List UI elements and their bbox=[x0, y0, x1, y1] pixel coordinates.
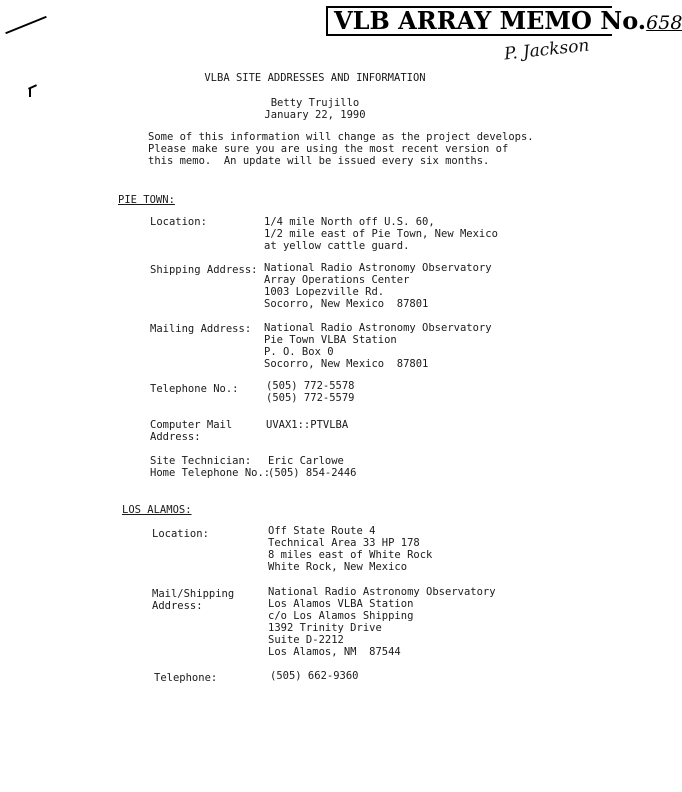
field-label: Site Technician: bbox=[150, 455, 252, 467]
field-value: (505) 662-9360 bbox=[270, 670, 359, 682]
field-label: Computer Mail bbox=[150, 419, 233, 431]
field-label: Home Telephone No.: bbox=[150, 467, 271, 479]
field-value: Los Alamos, NM 87544 bbox=[268, 646, 401, 658]
intro-line: Some of this information will change as the project develops. bbox=[148, 131, 534, 143]
intro-line: Please make sure you are using the most recent version of bbox=[148, 143, 509, 155]
field-label: Address: bbox=[152, 600, 203, 612]
document-author: Betty Trujillo bbox=[270, 97, 360, 109]
field-value: at yellow cattle guard. bbox=[264, 240, 410, 252]
field-value: Los Alamos VLBA Station bbox=[268, 598, 414, 610]
memo-header-box bbox=[326, 6, 682, 36]
field-value: Pie Town VLBA Station bbox=[264, 334, 397, 346]
field-label: Address: bbox=[150, 431, 201, 443]
field-value: Suite D-2212 bbox=[268, 634, 344, 646]
field-label: Location: bbox=[150, 216, 207, 228]
field-value: c/o Los Alamos Shipping bbox=[268, 610, 414, 622]
field-value: White Rock, New Mexico bbox=[268, 561, 408, 573]
document-date: January 22, 1990 bbox=[264, 109, 366, 121]
field-value: UVAX1::PTVLBA bbox=[266, 419, 349, 431]
document-title: VLBA SITE ADDRESSES AND INFORMATION bbox=[204, 72, 426, 84]
field-label: Telephone No.: bbox=[150, 383, 239, 395]
field-value: Eric Carlowe bbox=[268, 455, 344, 467]
field-value: National Radio Astronomy Observatory bbox=[264, 262, 492, 274]
field-value: Array Operations Center bbox=[264, 274, 410, 286]
field-value: Socorro, New Mexico 87801 bbox=[264, 358, 429, 370]
scan-mark-top-left bbox=[5, 16, 47, 34]
intro-line: this memo. An update will be issued every six months. bbox=[148, 155, 490, 167]
field-value: (505) 772-5579 bbox=[266, 392, 355, 404]
field-value: National Radio Astronomy Observatory bbox=[264, 322, 492, 334]
field-value: Technical Area 33 HP 178 bbox=[268, 537, 420, 549]
signature: P. Jackson bbox=[503, 35, 591, 65]
site-heading: LOS ALAMOS: bbox=[122, 504, 192, 516]
field-label: Location: bbox=[152, 528, 209, 540]
scan-mark-left-2 bbox=[29, 88, 31, 97]
field-value: 8 miles east of White Rock bbox=[268, 549, 433, 561]
field-label: Telephone: bbox=[154, 672, 218, 684]
field-value: Socorro, New Mexico 87801 bbox=[264, 298, 429, 310]
field-value: Off State Route 4 bbox=[268, 525, 376, 537]
field-value: (505) 772-5578 bbox=[266, 380, 355, 392]
field-value: National Radio Astronomy Observatory bbox=[268, 586, 496, 598]
memo-header-prefix: VLB ARRAY MEMO No. bbox=[334, 6, 647, 35]
field-value: 1/2 mile east of Pie Town, New Mexico bbox=[264, 228, 498, 240]
field-value: 1/4 mile North off U.S. 60, bbox=[264, 216, 435, 228]
field-value: P. O. Box 0 bbox=[264, 346, 334, 358]
field-value: 1392 Trinity Drive bbox=[268, 622, 382, 634]
field-label: Mail/Shipping bbox=[152, 588, 235, 600]
memo-number: 658 bbox=[646, 12, 682, 34]
field-label: Shipping Address: bbox=[150, 264, 258, 276]
field-value: (505) 854-2446 bbox=[268, 467, 357, 479]
field-label: Mailing Address: bbox=[150, 323, 252, 335]
site-heading: PIE TOWN: bbox=[118, 194, 175, 206]
field-value: 1003 Lopezville Rd. bbox=[264, 286, 385, 298]
